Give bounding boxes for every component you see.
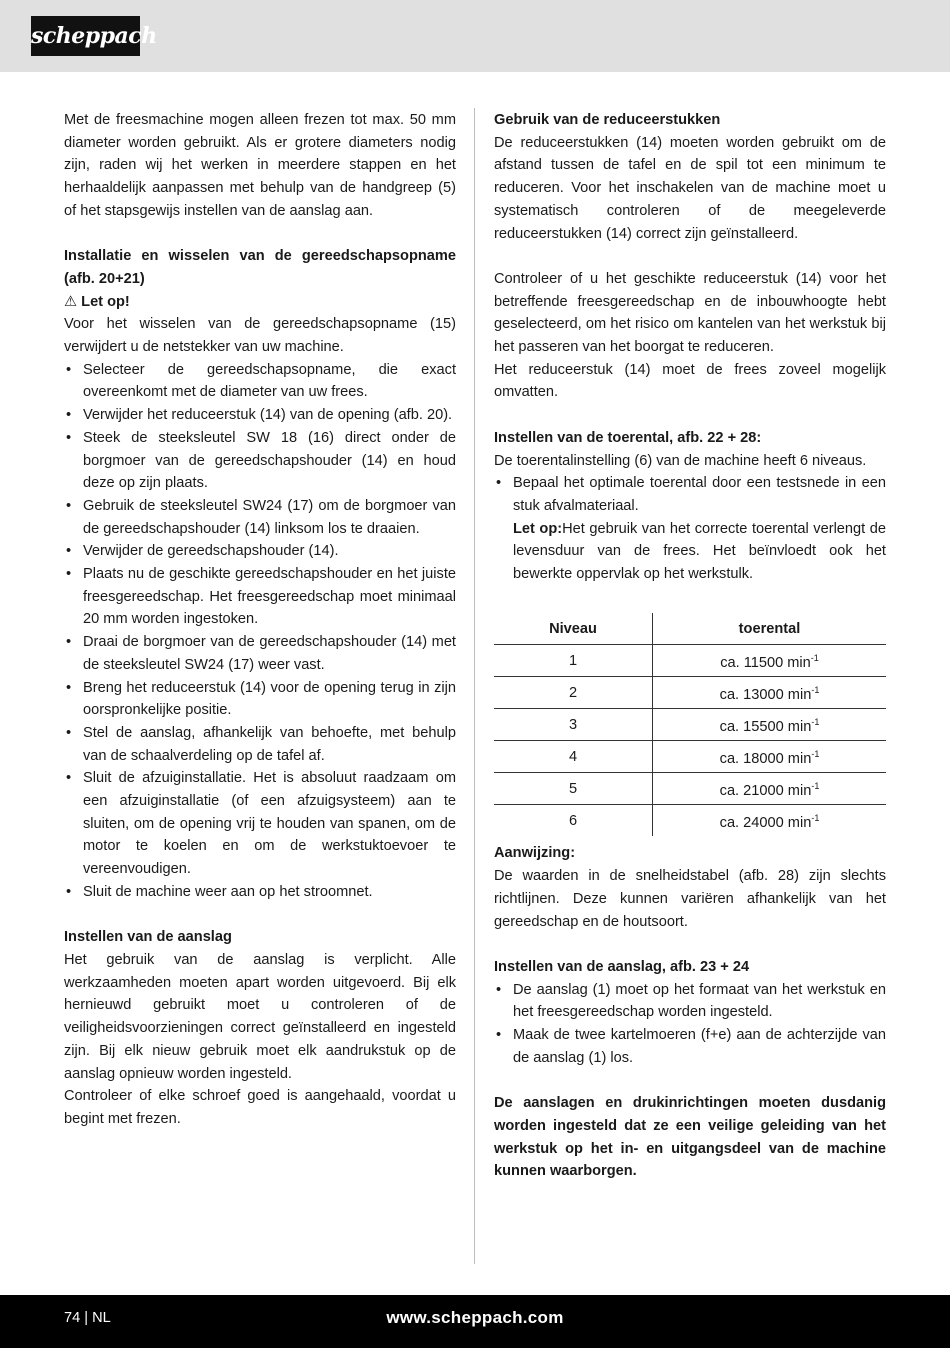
page-number: 74 | NL: [64, 1310, 111, 1326]
fence-paragraph: Het gebruik van de aanslag is verplicht. Alle werkzaamheden moeten apart worden uitgevoerd. Bij elk hernieuwd gebruikt moet u controleren of de veiligheidsvoorzieningen correct geïnstalleerd en ingesteld zijn. Bij elk nieuw gebruik moet elk aandrukstuk op de aanslag opnieuw worden ingesteld.: [64, 951, 456, 1082]
list-item: • Maak de twee kartelmoeren (f+e) aan de achterzijde van de aanslag (1) los.: [494, 1024, 886, 1069]
level-cell: 4: [494, 741, 653, 773]
column-header-speed: toerental: [738, 620, 801, 637]
section-heading-fence-setup: Instellen van de aanslag, afb. 23 + 24: [494, 958, 750, 975]
list-item: • De aanslag (1) moet op het formaat van het werkstuk en het freesgereedschap worden ingesteld.: [494, 979, 886, 1024]
list-item: • Verwijder de gereedschapshouder (14).: [64, 540, 456, 563]
list-item: • Stel de aanslag, afhankelijk van behoefte, met behulp van de schaalverdeling op de tafel af.: [64, 722, 456, 767]
table-row: [494, 805, 886, 837]
reducers-paragraph-2: Controleer of u het geschikte reduceerstuk (14) voor het betreffende freesgereedschap en de inbouwhoogte hebt geselecteerd, om het risico om kantelen van het werkstuk bij het passeren van het boorgat te reduceren.: [494, 270, 886, 356]
section-heading-fence: Instellen van de aanslag: [64, 929, 232, 946]
footer-bar: [0, 1295, 950, 1348]
speed-paragraph: De toerentalinstelling (6) van de machine heeft 6 niveaus.: [494, 452, 867, 469]
note-paragraph: De waarden in de snelheidstabel (afb. 28) zijn slechts richtlijnen. Deze kunnen variëren afhankelijk van het gereedschap en de houtsoort.: [494, 868, 886, 930]
header-bar: [0, 0, 950, 72]
fence-paragraph-2: Controleer of elke schroef goed is aangehaald, voordat u begint met frezen.: [64, 1088, 456, 1127]
reducers-paragraph: De reduceerstukken (14) moeten worden gebruikt om de afstand tussen de tafel en de spil tot een minimum te reduceren. Voor het inschakelen van de machine moet u systematisch controleren of de meegeleverde reduceerstukken (14) correct zijn geïnstalleerd.: [494, 134, 886, 242]
table-row: [494, 773, 886, 805]
warning-icon: ⚠: [64, 293, 78, 310]
section-heading-note: Aanwijzing:: [494, 845, 576, 862]
right-column: [494, 109, 886, 1183]
level-cell: 1: [494, 645, 653, 677]
scheppach-logo: scheppach: [31, 16, 140, 56]
speed-cell: ca. 11500 $\min^{-1}$: [653, 645, 887, 677]
list-item: • Draai de borgmoer van de gereedschapshouder (14) met de steeksleutel SW24 (17) weer vast.: [64, 631, 456, 676]
list-item: • Verwijder het reduceerstuk (14) van de opening (afb. 20).: [64, 404, 456, 427]
note-label: Let op:: [513, 520, 563, 537]
speed-bullet-text: Bepaal het optimale toerental door een testsnede in een stuk afvalmateriaal.: [513, 475, 886, 514]
speed-cell: ca. 13000 $\min^{-1}$: [653, 677, 887, 709]
section-heading-speed: Instellen van de toerental, afb. 22 + 28:: [494, 429, 762, 446]
column-divider: [474, 108, 475, 1264]
list-item: • Sluit de machine weer aan op het stroomnet.: [64, 881, 456, 904]
fence-setup-steps: [494, 979, 886, 1070]
level-cell: 6: [494, 805, 653, 837]
list-item: • Gebruik de steeksleutel SW24 (17) om de borgmoer van de gereedschapshouder (14) linksom los te draaien.: [64, 495, 456, 540]
list-item: • Breng het reduceerstuk (14) voor de opening terug in zijn oorspronkelijke positie.: [64, 677, 456, 722]
warning-line: [64, 291, 456, 314]
tool-holder-paragraph: Voor het wisselen van de gereedschapsopname (15) verwijdert u de netstekker van uw machine.: [64, 316, 456, 356]
reducers-paragraph-3: Het reduceerstuk (14) moet de frees zoveel mogelijk omvatten.: [494, 361, 886, 401]
list-item: • Plaats nu de geschikte gereedschapshouder en het juiste freesgereedschap. Het freesgereedschap moet minimaal 20 mm worden ingestoken.: [64, 563, 456, 631]
warning-label: Let op!: [81, 293, 130, 310]
table-header-row: [494, 613, 886, 645]
list-item: • Selecteer de gereedschapsopname, die exact overeenkomt met de diameter van uw frees.: [64, 359, 456, 404]
table-row: [494, 741, 886, 773]
note-text: Het gebruik van het correcte toerental verlengt de levensduur van de frees. Het beïnvloedt ook het bewerkte oppervlak op het werkstulk.: [513, 520, 886, 583]
website-link[interactable]: www.scheppach.com: [386, 1308, 564, 1327]
safety-statement: De aanslagen en drukinrichtingen moeten dusdanig worden ingesteld dat ze een veilige geleiding van het werkstuk op het in- en uitgangsdeel van de machine kunnen waarborgen.: [494, 1095, 886, 1180]
column-header-level: Niveau: [494, 613, 653, 645]
level-cell: 2: [494, 677, 653, 709]
speed-table: [494, 613, 886, 836]
section-heading-tool-holder: Installatie en wisselen van de gereedschapsopname (afb. 20+21): [64, 248, 456, 287]
speed-cell: ca. 24000 $\min^{-1}$: [653, 805, 887, 837]
table-row: [494, 709, 886, 741]
list-item: • Steek de steeksleutel SW 18 (16) direct onder de borgmoer van de gereedschapshouder (14) en houd deze op zijn plaats.: [64, 427, 456, 495]
table-row: [494, 645, 886, 677]
speed-cell: ca. 15500 $\min^{-1}$: [653, 709, 887, 741]
left-column: [64, 109, 456, 1131]
tool-holder-steps: [64, 359, 456, 904]
intro-paragraph: Met de freesmachine mogen alleen frezen tot max. 50 mm diameter worden gebruikt. Als er grotere diameters nodig zijn, raden wij het werken in meerdere stappen en het herhaaldelijk aanpassen met behulp van de handgreep (5) of het stapsgewijs instellen van de aanslag aan.: [64, 112, 456, 219]
table-row: [494, 677, 886, 709]
level-cell: 5: [494, 773, 653, 805]
list-item: • Sluit de afzuiginstallatie. Het is absoluut raadzaam om een afzuiginstallatie (of een afzuigsysteem) aan te sluiten, om de opening vrij te houden van spanen, om de motor te koelen en om de werkstuktoevoer te vereenvoudigen.: [64, 767, 456, 881]
speed-steps: [494, 472, 886, 586]
section-heading-reducers: Gebruik van de reduceerstukken: [494, 112, 721, 128]
speed-cell: ca. 21000 $\min^{-1}$: [653, 773, 887, 805]
speed-cell: ca. 18000 $\min^{-1}$: [653, 741, 887, 773]
level-cell: 3: [494, 709, 653, 741]
list-item: [494, 472, 886, 586]
